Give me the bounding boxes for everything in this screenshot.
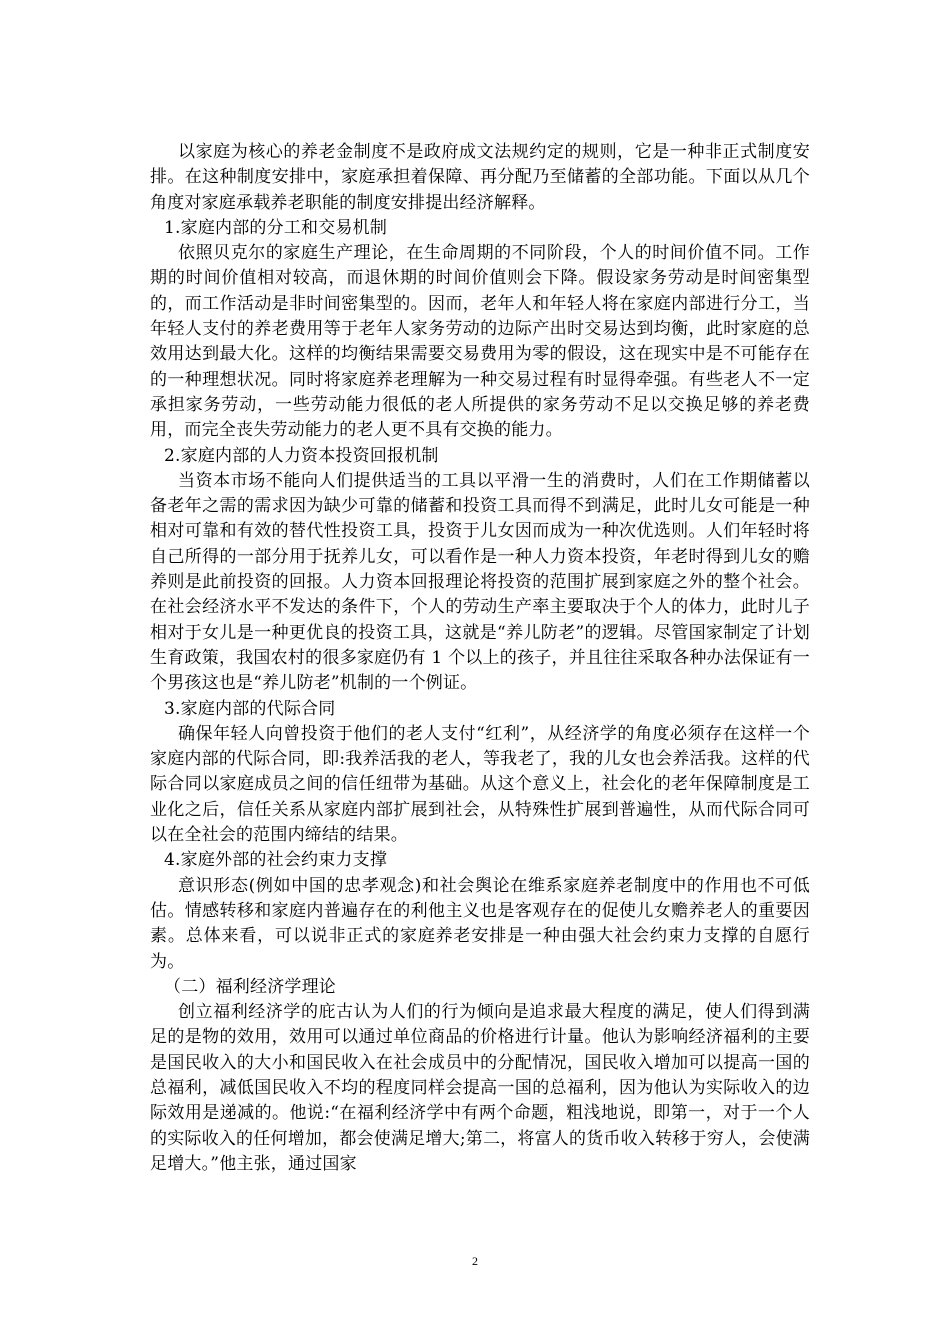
body-paragraph: 创立福利经济学的庇古认为人们的行为倾向是追求最大程度的满足，使人们得到满足的是物的效用，效用可以通过单位商品的价格进行计量。他认为影响经济福利的主要是国民收入的大小和国民收入在社会成员中的分配情况，国民收入增加可以提高一国的总福利，减低国民收入不均的程度同样会提高一国的总福利，因为他认为实际收入的边际效用是递减的。他说:“在福利经济学中有两个命题，粗浅地说，即第一，对于一个人的实际收入的任何增加，都会使满足增大;第二，将富人的货币收入转移于穷人，会使满足增大。”他主张，通过国家 xyxy=(150,1002,810,1174)
body-paragraph: 确保年轻人向曾投资于他们的老人支付“红利”，从经济学的角度必须存在这样一个家庭内部的代际合同，即:我养活我的老人，等我老了，我的儿女也会养活我。这样的代际合同以家庭成员之间的信任纽带为基础。从这个意义上，社会化的老年保障制度是工业化之后，信任关系从家庭内部扩展到社会，从特殊性扩展到普遍性，从而代际合同可以在全社会的范围内缔结的结果。 xyxy=(150,723,810,846)
section-heading: 4.家庭外部的社会约束力支撑 xyxy=(164,850,388,871)
body-paragraph: 依照贝克尔的家庭生产理论，在生命周期的不同阶段，个人的时间价值不同。工作期的时间价值相对较高，而退休期的时间价值则会下降。假设家务劳动是时间密集型的，而工作活动是非时间密集型的。因而，老年人和年轻人将在家庭内部进行分工，当年轻人支付的养老费用等于老年人家务劳动的边际产出时交易达到均衡，此时家庭的总效用达到最大化。这样的均衡结果需要交易费用为零的假设，这在现实中是不可能存在的一种理想状况。同时将家庭养老理解为一种交易过程有时显得牵强。有些老人不一定承担家务劳动，一些劳动能力很低的老人所提供的家务劳动不足以交换足够的养老费用，而完全丧失劳动能力的老人更不具有交换的能力。 xyxy=(150,243,810,441)
document-body xyxy=(150,140,810,1177)
body-paragraph: 意识形态(例如中国的忠孝观念)和社会舆论在维系家庭养老制度中的作用也不可低估。情感转移和家庭内普遍存在的利他主义也是客观存在的促使儿女赡养老人的重要因素。总体来看，可以说非正式的家庭养老安排是一种由强大社会约束力支撑的自愿行为。 xyxy=(150,875,810,972)
section-heading: 1.家庭内部的分工和交易机制 xyxy=(164,217,388,238)
body-paragraph: 以家庭为核心的养老金制度不是政府成文法规约定的规则，它是一种非正式制度安排。在这种制度安排中，家庭承担着保障、再分配乃至储蓄的全部功能。下面以从几个角度对家庭承载养老职能的制度安排提出经济解释。 xyxy=(150,142,810,213)
section-heading: 2.家庭内部的人力资本投资回报机制 xyxy=(164,445,439,466)
body-paragraph: 当资本市场不能向人们提供适当的工具以平滑一生的消费时，人们在工作期储蓄以备老年之需的需求因为缺少可靠的储蓄和投资工具而得不到满足，此时儿女可能是一种相对可靠和有效的替代性投资工具，投资于儿女因而成为一种次优选则。人们年轻时将自己所得的一部分用于抚养儿女，可以看作是一种人力资本投资，年老时得到儿女的赡养则是此前投资的回报。人力资本回报理论将投资的范围扩展到家庭之外的整个社会。在社会经济水平不发达的条件下，个人的劳动生产率主要取决于个人的体力，此时儿子相对于女儿是一种更优良的投资工具，这就是“养儿防老”的逻辑。尽管国家制定了计划生育政策，我国农村的很多家庭仍有 1 个以上的孩子，并且往往采取各种办法保证有一个男孩这也是“养儿防老”机制的一个例证。 xyxy=(150,470,810,694)
section-heading: （二）福利经济学理论 xyxy=(164,976,336,997)
section-heading: 3.家庭内部的代际合同 xyxy=(164,698,336,719)
page-number: 2 xyxy=(472,1254,478,1268)
